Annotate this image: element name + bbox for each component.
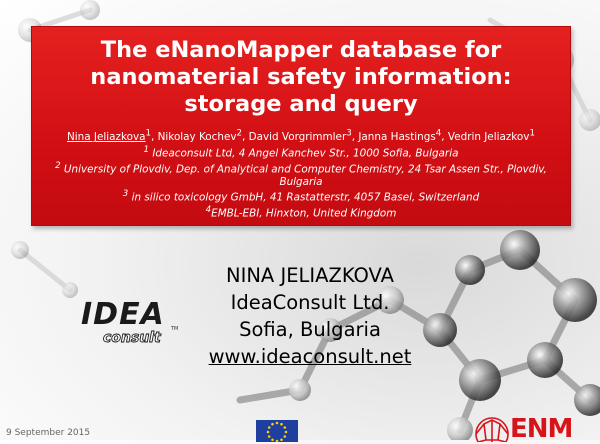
author-sup: 3 xyxy=(346,129,352,139)
aff-text: in silico toxicology GmbH, 41 Rastatterstr, 4057 Basel, Switzerland xyxy=(128,191,480,204)
logo-consult-text: consult xyxy=(103,330,161,346)
title-line-3: storage and query xyxy=(184,91,418,117)
author-name: , David Vorgrimmler xyxy=(242,131,347,144)
affiliation-4 xyxy=(32,204,570,220)
aff-text: Ideaconsult Ltd, 4 Angel Kanchev Str., 1000 Sofia, Bulgaria xyxy=(149,147,459,160)
aff-sup: 4 xyxy=(205,205,212,216)
enm-logo-ball-icon xyxy=(476,418,508,442)
title-line-1: The eNanoMapper database for xyxy=(100,37,502,63)
authors-block xyxy=(32,128,570,220)
author-sup: 1 xyxy=(145,129,152,139)
ideaconsult-logo xyxy=(77,290,187,350)
speaker-location: Sofia, Bulgaria xyxy=(239,318,381,341)
aff-sup: 3 xyxy=(122,189,129,200)
author-sup: 2 xyxy=(236,129,243,139)
title-line-2: nanomaterial safety information: xyxy=(90,64,512,90)
speaker-block xyxy=(180,262,440,370)
slide-title xyxy=(32,37,570,118)
author-name: , Vedrin Jeliazkov xyxy=(441,131,530,144)
logo-tm: TM xyxy=(171,326,179,332)
author-sup: 1 xyxy=(529,129,535,139)
speaker-name: NINA JELIAZKOVA xyxy=(225,264,394,287)
eu-flag-icon xyxy=(256,420,298,442)
affiliation-3 xyxy=(32,188,570,204)
aff-text: EMBL-EBI, Hinxton, United Kingdom xyxy=(211,207,397,220)
aff-text: University of Plovdiv, Dep. of Analytical and Computer Chemistry, 24 Tsar Assen Str., Plovdiv, Bulgaria xyxy=(60,163,547,188)
enm-logo-text: ENM xyxy=(510,414,573,444)
speaker-company: IdeaConsult Ltd. xyxy=(230,291,390,314)
author-list xyxy=(67,131,535,143)
first-author: Nina Jeliazkova xyxy=(67,131,146,144)
affiliation-1 xyxy=(32,144,570,160)
aff-sup: 1 xyxy=(143,144,150,155)
slide-date: 9 September 2015 xyxy=(6,428,91,438)
affiliation-2 xyxy=(32,160,570,188)
title-box xyxy=(31,26,571,226)
aff-sup: 2 xyxy=(55,160,61,171)
author-sup: 4 xyxy=(435,129,442,139)
logo-idea-text: IDEA xyxy=(81,297,165,332)
author-name: , Janna Hastings xyxy=(351,131,436,144)
speaker-url-link[interactable]: www.ideaconsult.net xyxy=(208,345,412,368)
author-name: , Nikolay Kochev xyxy=(151,131,237,144)
